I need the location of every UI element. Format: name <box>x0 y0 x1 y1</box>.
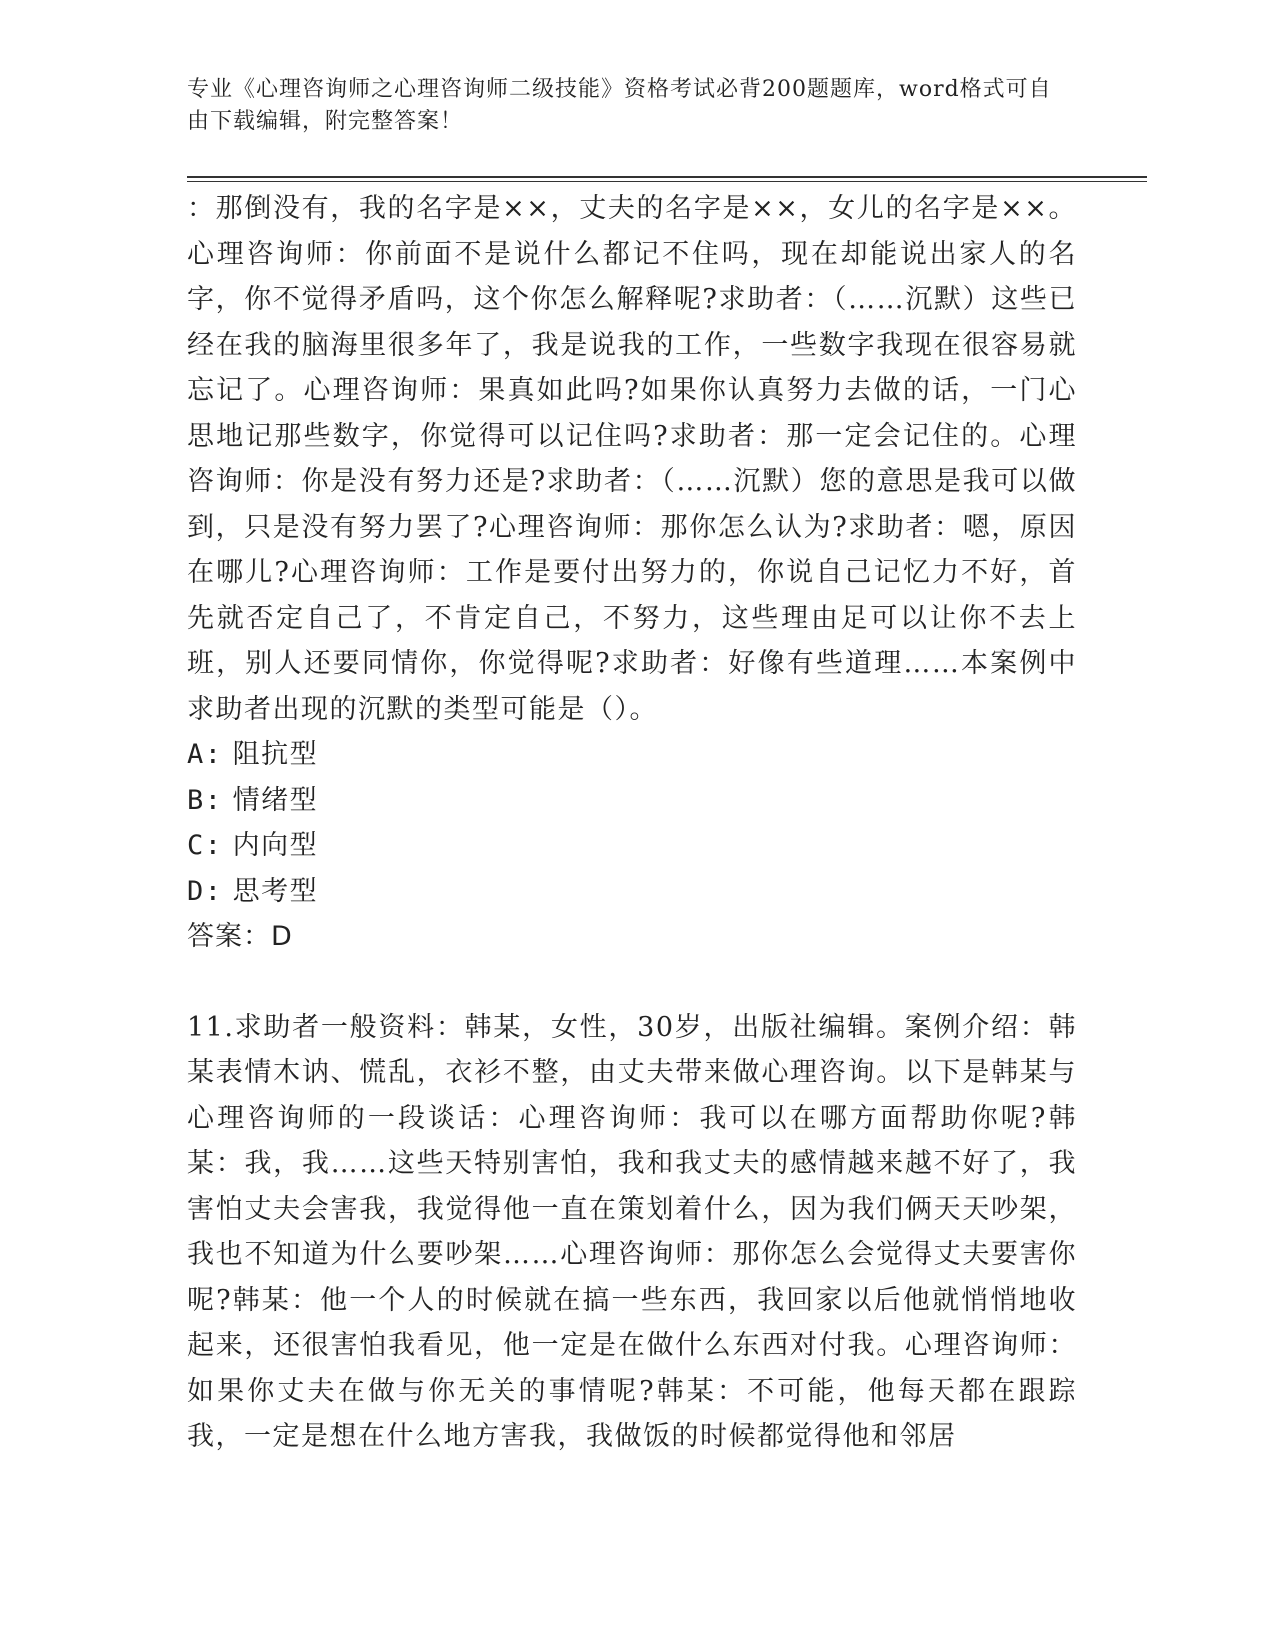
option-b <box>187 778 1077 824</box>
question-10-options <box>187 732 1077 914</box>
option-b-letter: B: <box>187 784 223 816</box>
header-rule-thin <box>187 181 1147 182</box>
option-a-text: 阻抗型 <box>232 739 319 770</box>
option-d-letter: D: <box>187 875 223 907</box>
question-10-answer: 答案：D <box>187 921 293 952</box>
option-d <box>187 869 1077 915</box>
option-a <box>187 732 1077 778</box>
header-rule-thick <box>187 176 1147 178</box>
option-c-text: 内向型 <box>232 830 319 861</box>
document-header: 专业《心理咨询师之心理咨询师二级技能》资格考试必背200题题库，word格式可自由下载编辑，附完整答案！ <box>187 77 1052 134</box>
document-body <box>187 186 1077 1460</box>
paragraph-gap <box>187 960 1077 1005</box>
option-b-text: 情绪型 <box>232 784 319 816</box>
option-d-text: 思考型 <box>232 875 319 907</box>
question-11-text: 11.求助者一般资料：韩某，女性，30岁，出版社编辑。案例介绍：韩某表情木讷、慌乱，衣衫不整，由丈夫带来做心理咨询。以下是韩某与心理咨询师的一段谈话：心理咨询师：我可以在哪方面帮助你呢?韩某：我，我……这些天特别害怕，我和我丈夫的感情越来越不好了，我害怕丈夫会害我，我觉得他一直在策划着什么，因为我们俩天天吵架，我也不知道为什么要吵架……心理咨询师：那你怎么会觉得丈夫要害你呢?韩某：他一个人的时候就在搞一些东西，我回家以后他就悄悄地收起来，还很害怕我看见，他一定是在做什么东西对付我。心理咨询师：如果你丈夫在做与你无关的事情呢?韩某：不可能，他每天都在跟踪我，一定是想在什么地方害我，我做饭的时候都觉得他和邻居 <box>187 1011 1077 1452</box>
question-10-stem: ：那倒没有，我的名字是××，丈夫的名字是××，女儿的名字是××。心理咨询师：你前面不是说什么都记不住吗，现在却能说出家人的名字，你不觉得矛盾吗，这个你怎么解释呢?求助者：（……沉默）这些已经在我的脑海里很多年了，我是说我的工作，一些数字我现在很容易就忘记了。心理咨询师：果真如此吗?如果你认真努力去做的话，一门心思地记那些数字，你觉得可以记住吗?求助者：那一定会记住的。心理咨询师：你是没有努力还是?求助者：（……沉默）您的意思是我可以做到，只是没有努力罢了?心理咨询师：那你怎么认为?求助者：嗯，原因在哪儿?心理咨询师：工作是要付出努力的，你说自己记忆力不好，首先就否定自己了，不肯定自己，不努力，这些理由足可以让你不去上班，别人还要同情你，你觉得呢?求助者：好像有些道理……本案例中求助者出现的沉默的类型可能是（）。 <box>187 193 1077 725</box>
option-c <box>187 823 1077 869</box>
option-a-letter: A: <box>187 739 223 770</box>
option-c-letter: C: <box>187 830 223 861</box>
